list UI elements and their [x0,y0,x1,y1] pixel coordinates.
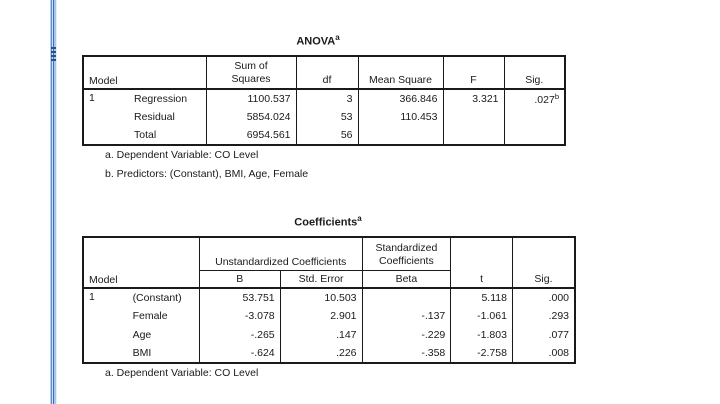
table-row [83,288,575,307]
cell-t: -1.061 [451,307,513,325]
coefficients-title-text: Coefficients [294,216,358,229]
row-label: Total [129,126,206,145]
header-std-line1: Standardized [375,241,438,254]
cell-ms: 110.453 [358,108,443,126]
cell-beta: -.229 [362,325,451,344]
splitter-grip-icon[interactable] [51,47,56,61]
header-t [451,237,513,288]
header-sig-text: Sig. [525,74,544,86]
header-unstandardized [199,237,362,270]
header-model [83,56,206,89]
anova-table [82,55,566,146]
cell-ss: 5854.024 [206,108,296,126]
header-model-text: Model [89,274,118,286]
header-df [296,56,358,89]
header-ms-text: Mean Square [368,74,433,86]
header-ss-line2: Squares [231,73,271,85]
table-row [83,108,565,126]
header-beta [362,270,451,288]
cell-ms [358,126,443,145]
anova-title-footnote-marker: a [335,33,340,42]
cell-df: 56 [296,126,358,145]
cell-beta: -.137 [362,307,451,325]
anova-footnote-b: b. Predictors: (Constant), BMI, Age, Female [105,168,309,180]
header-b [199,270,280,288]
cell-sig: .008 [548,347,569,359]
table-row [83,307,575,325]
anova-title [270,33,366,48]
coefficients-table [82,236,576,364]
table-row [83,89,565,108]
header-b-text: B [236,273,244,285]
cell-ss: 6954.561 [206,126,296,145]
header-sig [512,237,575,288]
cell-beta [362,288,451,307]
table-row [83,344,575,363]
row-label: Age [128,325,200,344]
cell-se: 10.503 [280,288,362,307]
header-sig-text: Sig. [534,273,553,285]
cell-sig [504,108,565,126]
cell-f [443,126,504,145]
coefficients-footnote-a: a. Dependent Variable: CO Level [105,367,259,379]
coefficients-title [268,214,388,229]
cell-se: .147 [280,325,362,344]
cell-sig: .000 [548,292,569,304]
table-row [83,126,565,145]
row-label: Regression [129,89,206,108]
cell-se: .226 [280,344,362,363]
header-ss-line1: Sum of [234,60,268,72]
cell-b: 53.751 [199,288,280,307]
cell-sig: .293 [548,310,569,322]
cell-df: 3 [296,89,358,108]
header-model [83,237,199,288]
cell-se: 2.901 [280,307,362,325]
header-beta-text: Beta [395,273,418,285]
cell-b: -3.078 [199,307,280,325]
anova-footnote-a: a. Dependent Variable: CO Level [105,149,259,161]
header-sum-of-squares [206,56,296,89]
row-label: (Constant) [128,288,200,307]
row-label: Residual [129,108,206,126]
cell-t: -2.758 [451,344,513,363]
row-label: BMI [128,344,200,363]
header-model-text: Model [89,75,118,87]
coefficients-title-footnote-marker: a [357,214,362,223]
cell-t: -1.803 [451,325,513,344]
cell-t: 5.118 [451,288,513,307]
row-label: Female [128,307,200,325]
anova-title-text: ANOVA [296,35,336,48]
sig-footnote-marker: b [554,92,559,101]
header-unstd-text: Unstandardized Coefficients [215,255,347,268]
cell-f: 3.321 [443,89,504,108]
header-f [443,56,504,89]
header-f-text: F [470,74,477,86]
cell-f [443,108,504,126]
header-se-text: Std. Error [298,273,344,285]
header-mean-square [358,56,443,89]
model-number: 1 [89,92,95,104]
cell-beta: -.358 [362,344,451,363]
cell-b: -.624 [199,344,280,363]
header-std-error [280,270,362,288]
cell-sig [504,89,565,108]
cell-b: -.265 [199,325,280,344]
table-row [83,325,575,344]
cell-ss: 1100.537 [206,89,296,108]
header-t-text: t [480,273,484,285]
cell-df: 53 [296,108,358,126]
model-number: 1 [89,291,95,303]
cell-ms: 366.846 [358,89,443,108]
header-standardized [362,237,451,270]
cell-sig: .077 [548,328,569,341]
header-df-text: df [322,74,332,86]
cell-sig [504,126,565,145]
header-sig [504,56,565,89]
header-std-line2: Coefficients [379,254,434,267]
cell-sig-value: .027 [534,94,555,106]
